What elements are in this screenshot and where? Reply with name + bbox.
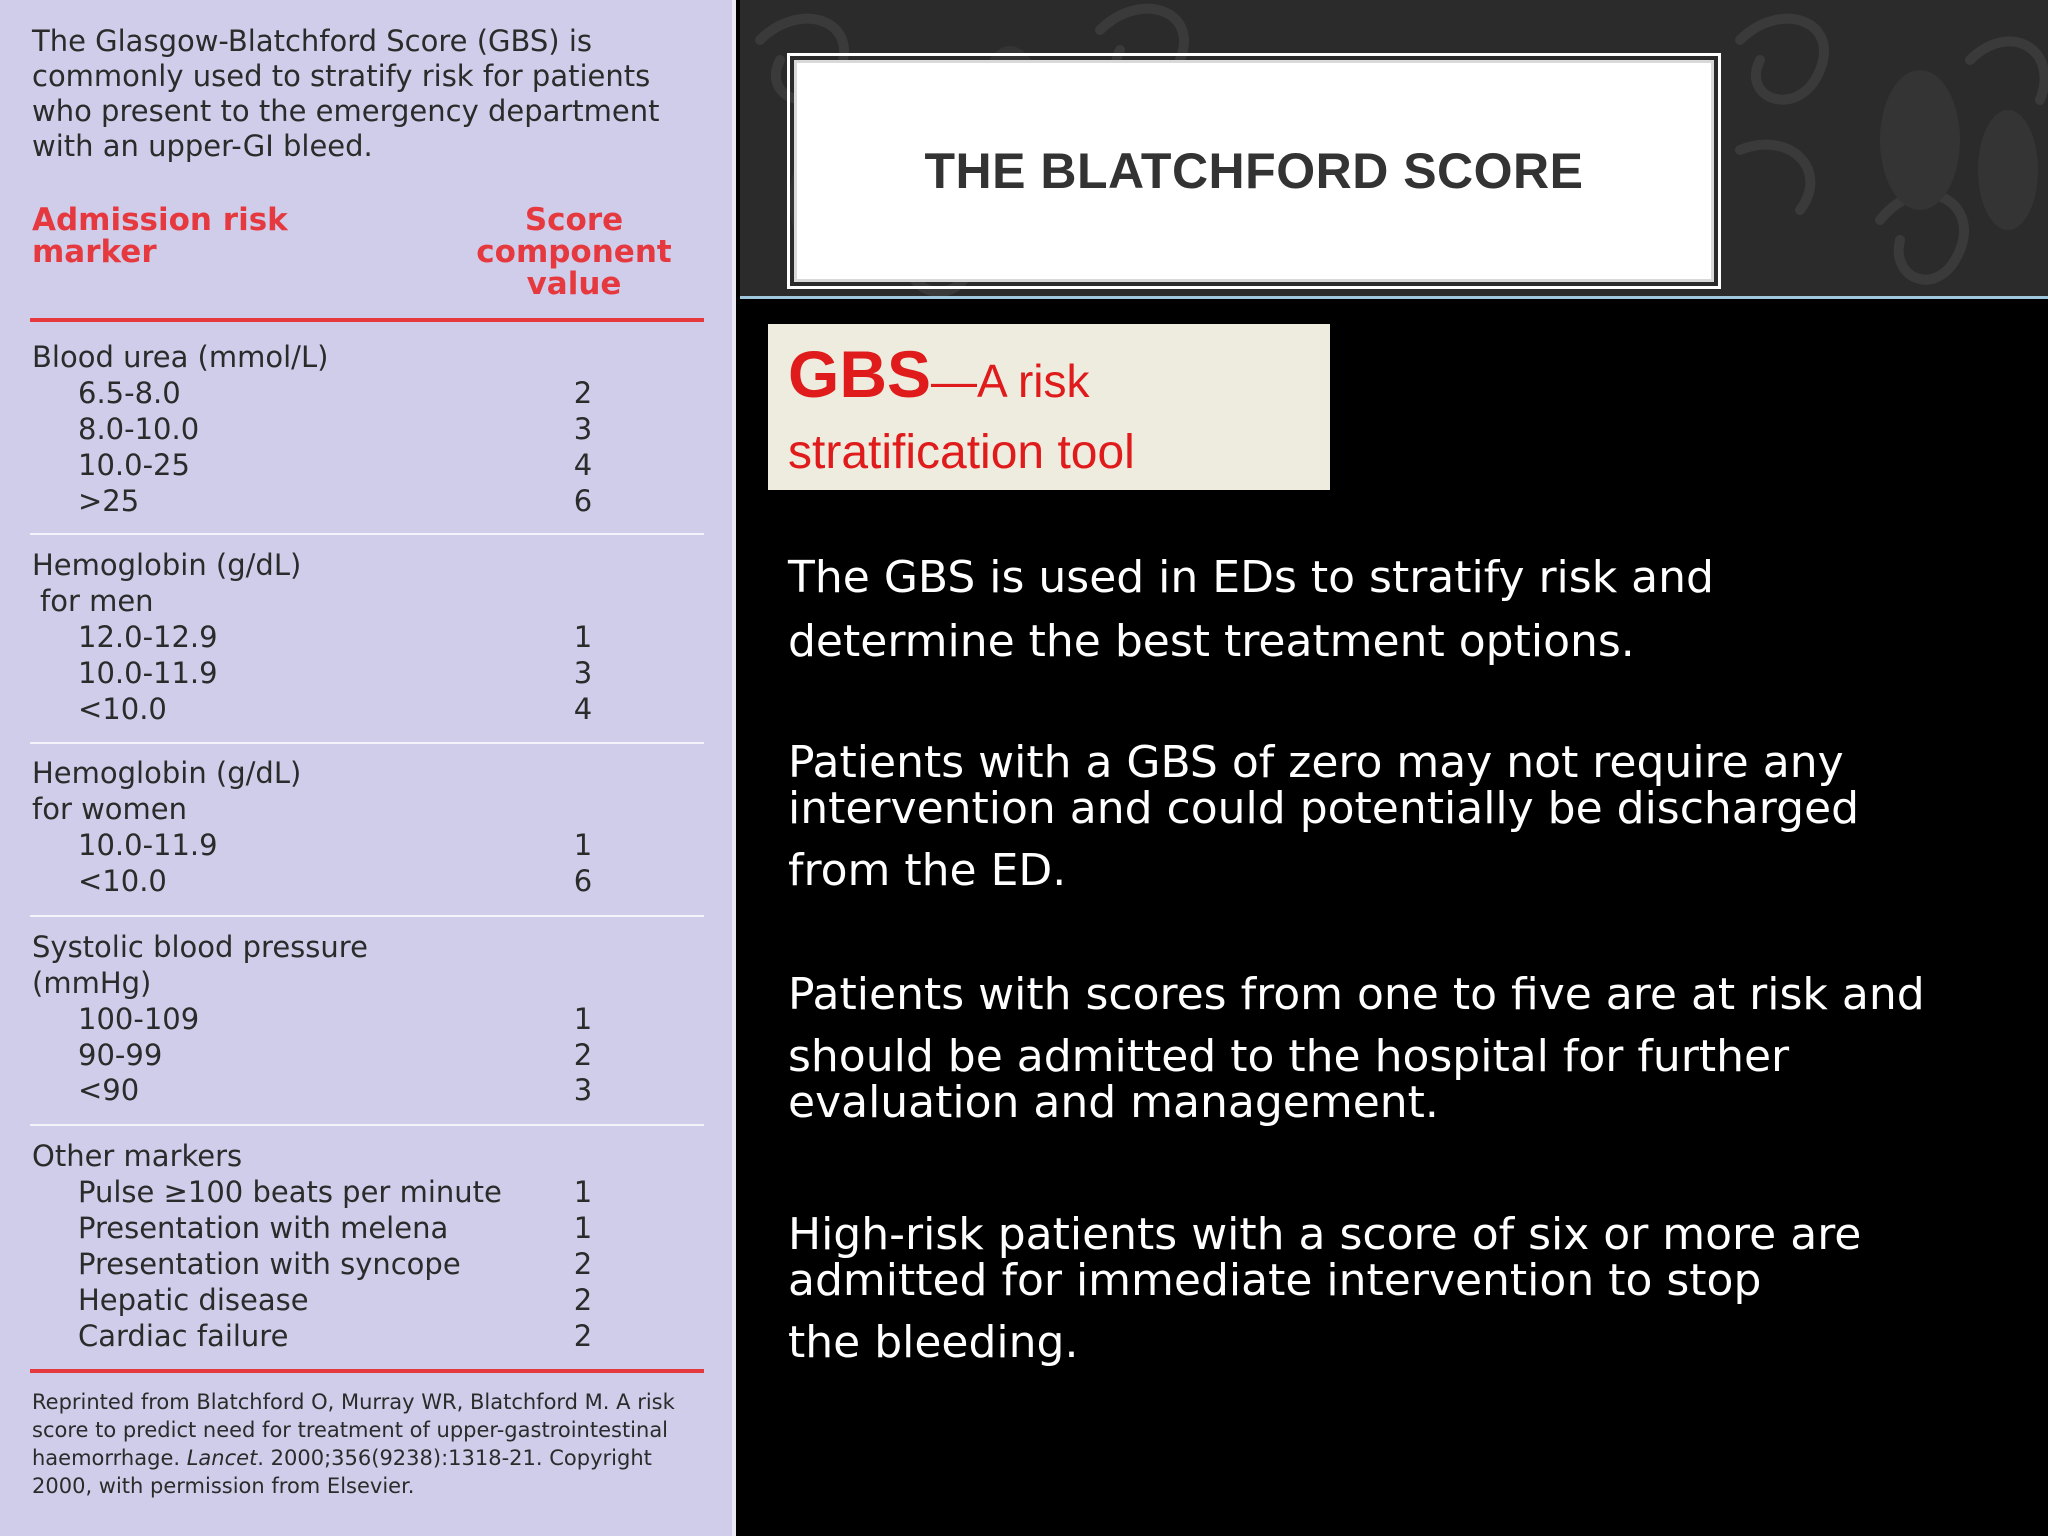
table-row-value: 2	[573, 1247, 593, 1281]
table-row: 6.5-8.0	[78, 376, 181, 410]
table-row-value: 4	[573, 692, 593, 726]
subtitle-rest: —A risk	[931, 355, 1090, 407]
table-row-value: 2	[573, 1283, 593, 1317]
table-row-value: 3	[573, 1073, 593, 1107]
table-row-value: 2	[573, 376, 593, 410]
footer-rule	[30, 1369, 704, 1373]
gbs-table-panel	[0, 0, 736, 1536]
paragraph-2: Patients with a GBS of zero may not require any intervention and could potentially be discharged from the ED.	[788, 737, 1860, 896]
table-row: Cardiac failure	[78, 1319, 289, 1353]
group-subtitle: for men	[40, 584, 154, 618]
table-row: 10.0-11.9	[78, 656, 218, 690]
table-row-value: 1	[573, 1002, 593, 1036]
table-row: Hepatic disease	[78, 1283, 309, 1317]
title-box	[794, 60, 1714, 282]
group-divider	[30, 533, 704, 535]
table-row-value: 6	[573, 864, 593, 898]
column-header-marker: Admission risk marker	[32, 202, 288, 270]
table-row-value: 1	[573, 828, 593, 862]
group-title-other-markers: Other markers	[32, 1139, 243, 1173]
table-intro: The Glasgow-Blatchford Score (GBS) is commonly used to stratify risk for patients who present to the emergency department with an upper-GI bleed.	[32, 24, 660, 163]
table-row-value: 1	[573, 1211, 593, 1245]
group-subtitle: (mmHg)	[32, 966, 152, 1000]
group-title-hemoglobin-women: Hemoglobin (g/dL)	[32, 756, 302, 790]
group-divider	[30, 1124, 704, 1126]
group-title-systolic-bp: Systolic blood pressure	[32, 930, 368, 964]
table-row: 8.0-10.0	[78, 412, 200, 446]
paragraph-3: Patients with scores from one to five are at risk and should be admitted to the hospital for further evaluation and management.	[788, 969, 1925, 1128]
group-title-hemoglobin-men: Hemoglobin (g/dL)	[32, 548, 302, 582]
subtitle-line-1	[788, 337, 1310, 425]
subtitle-box	[768, 324, 1330, 490]
group-title-blood-urea: Blood urea (mmol/L)	[32, 340, 329, 374]
table-row: <90	[78, 1073, 140, 1107]
header-divider	[740, 296, 2048, 299]
paragraph-1: The GBS is used in EDs to stratify risk and determine the best treatment options.	[788, 552, 1714, 667]
table-row: 90-99	[78, 1038, 163, 1072]
table-row-value: 3	[573, 412, 593, 446]
table-row: >25	[78, 484, 140, 518]
table-row: 10.0-11.9	[78, 828, 218, 862]
subtitle-gbs: GBS	[788, 337, 932, 411]
table-row-value: 2	[573, 1319, 593, 1353]
column-header-score: Score component value	[476, 202, 672, 302]
header-rule	[30, 318, 704, 322]
table-credit: Reprinted from Blatchford O, Murray WR, Blatchford M. A risk score to predict need for treatment of upper-gastrointestinal haemorrhage. Lancet. 2000;356(9238):1318-21. Copyright 2000, with permission from Elsevier.	[32, 1390, 675, 1498]
table-row-value: 4	[573, 448, 593, 482]
table-row: Presentation with syncope	[78, 1247, 461, 1281]
page-title: THE BLATCHFORD SCORE	[924, 143, 1584, 199]
table-row: Pulse ≥100 beats per minute	[78, 1175, 502, 1209]
table-row-value: 6	[573, 484, 593, 518]
paragraph-4: High-risk patients with a score of six or more are admitted for immediate intervention to stop the bleeding.	[788, 1209, 1862, 1368]
table-row-value: 2	[573, 1038, 593, 1072]
table-row: Presentation with melena	[78, 1211, 449, 1245]
group-divider	[30, 915, 704, 917]
table-row: 12.0-12.9	[78, 620, 218, 654]
subtitle-line-2: stratification tool	[788, 426, 1135, 479]
group-subtitle: for women	[32, 792, 188, 826]
table-row: 100-109	[78, 1002, 200, 1036]
table-row-value: 3	[573, 656, 593, 690]
group-divider	[30, 742, 704, 744]
table-row: <10.0	[78, 692, 167, 726]
table-row-value: 1	[573, 1175, 593, 1209]
table-row: <10.0	[78, 864, 167, 898]
table-row-value: 1	[573, 620, 593, 654]
table-row: 10.0-25	[78, 448, 190, 482]
